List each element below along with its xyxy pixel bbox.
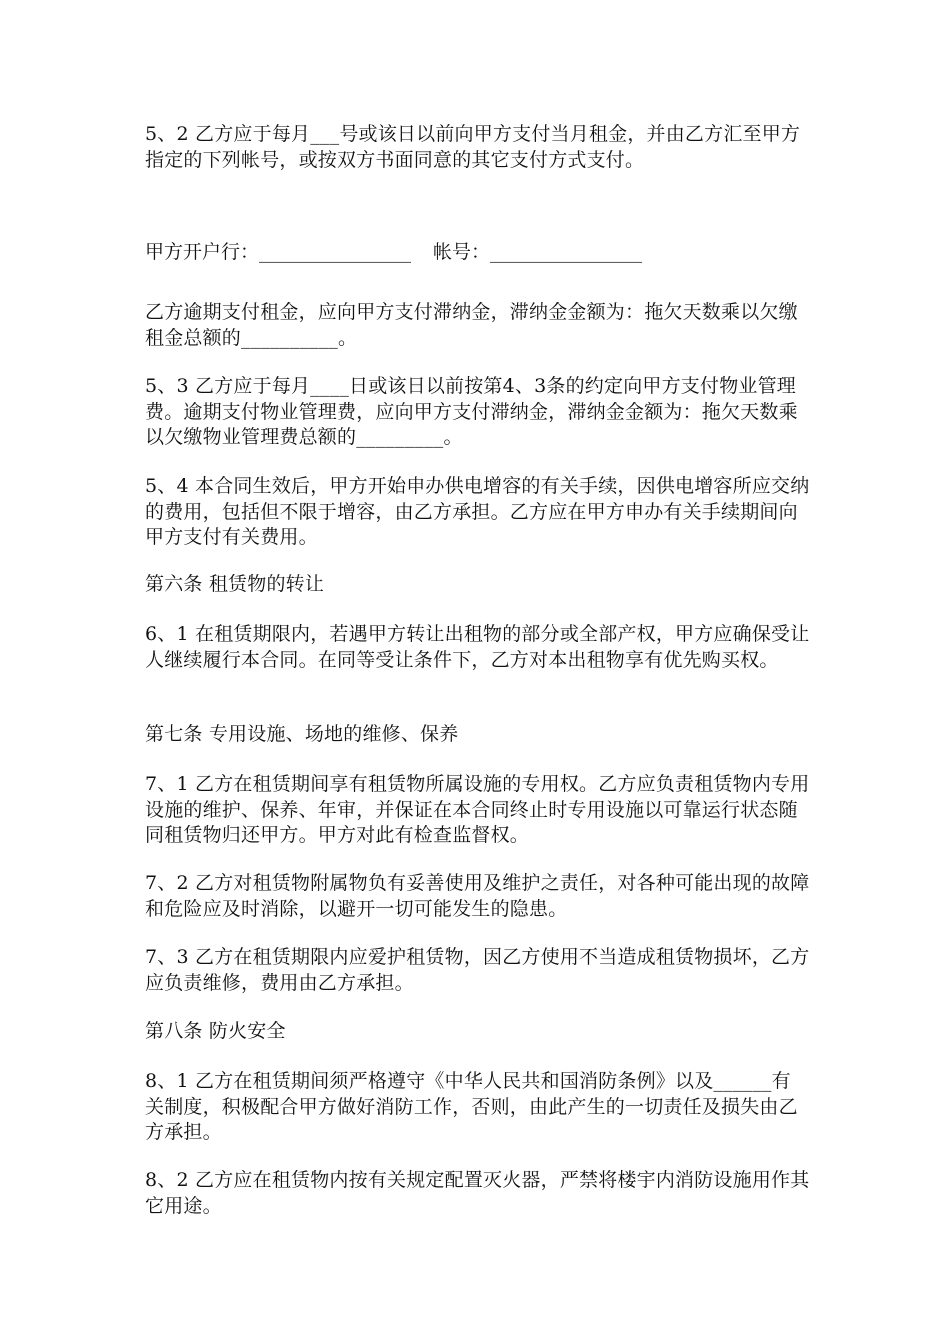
clause-8-2: 8、2 乙方应在租赁物内按有关规定配置灭火器，严禁将楼宇内消防设施用作其它用途。 (145, 1169, 810, 1217)
clause-5-2: 5、2 乙方应于每月___号或该日以前向甲方支付当月租金，并由乙方汇至甲方指定的下列帐号，或按双方书面同意的其它支付方式支付。 (145, 123, 801, 171)
clause-7-3: 7、3 乙方在租赁期限内应爱护租赁物，因乙方使用不当造成租赁物损坏，乙方应负责维修，费用由乙方承担。 (145, 946, 810, 994)
bank-blank: ________________ (259, 241, 412, 263)
clause-5-4: 5、4 本合同生效后，甲方开始申办供电增容的有关手续，因供电增容所应交纳的费用，包括但不限于增容，由乙方承担。乙方应在甲方申办有关手续期间向甲方支付有关费用。 (145, 475, 810, 548)
clause-6-1: 6、1 在租赁期限内，若遇甲方转让出租物的部分或全部产权，甲方应确保受让人继续履行本合同。在同等受让条件下，乙方对本出租物享有优先购买权。 (145, 623, 810, 671)
clause-7-1: 7、1 乙方在租赁期间享有租赁物所属设施的专用权。乙方应负责租赁物内专用设施的维护、保养、年审，并保证在本合同终止时专用设施以可靠运行状态随同租赁物归还甲方。甲方对此有检查监督权。 (145, 773, 810, 846)
article-7-heading: 第七条 专用设施、场地的维修、保养 (145, 723, 459, 745)
clause-7-2: 7、2 乙方对租赁物附属物负有妥善使用及维护之责任，对各种可能出现的故障和危险应及时消除，以避开一切可能发生的隐患。 (145, 872, 810, 920)
bank-account-line (145, 240, 810, 266)
account-blank: ________________ (490, 241, 643, 263)
clause-5-3: 5、3 乙方应于每月____日或该日以前按第4、3条的约定向甲方支付物业管理费。逾期支付物业管理费，应向甲方支付滞纳金，滞纳金金额为：拖欠天数乘以欠缴物业管理费总额的_________。 (145, 375, 798, 448)
account-label: 帐号： (433, 241, 491, 263)
late-fee-clause: 乙方逾期支付租金，应向甲方支付滞纳金，滞纳金金额为：拖欠天数乘以欠缴租金总额的__________。 (145, 301, 798, 349)
clause-8-1: 8、1 乙方在租赁期间须严格遵守《中华人民共和国消防条例》以及______有关制度，积极配合甲方做好消防工作，否则，由此产生的一切责任及损失由乙方承担。 (145, 1070, 798, 1143)
article-8-heading: 第八条 防火安全 (145, 1020, 286, 1042)
bank-label: 甲方开户行： (145, 241, 260, 263)
article-6-heading: 第六条 租赁物的转让 (145, 573, 325, 595)
